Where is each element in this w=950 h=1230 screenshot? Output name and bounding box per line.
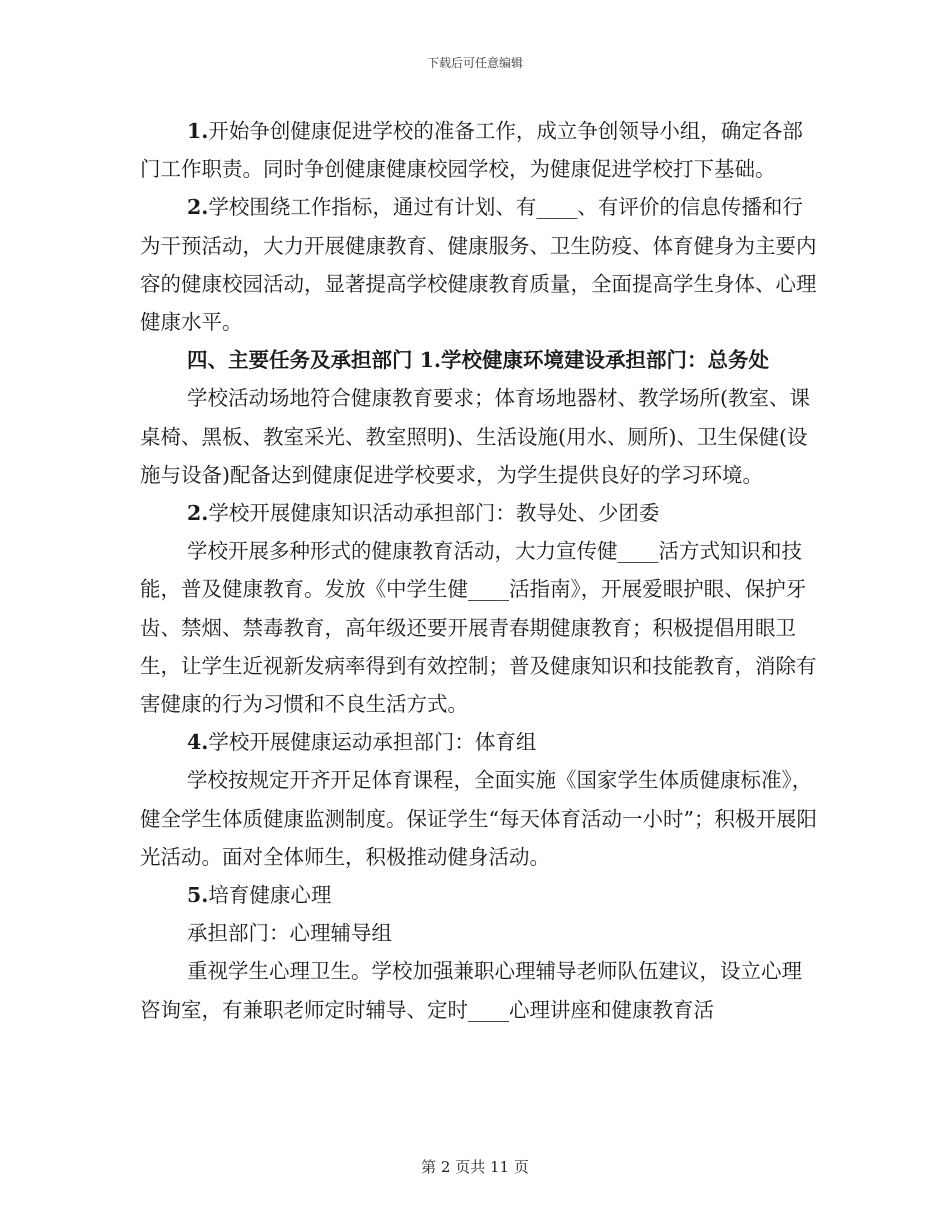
page-header: 下载后可任意编辑 [426,56,523,70]
document-body [140,112,820,1029]
paragraph-text: 学校开展健康运动承担部门：体育组 [208,730,537,755]
paragraph-number: 5. [187,883,209,908]
paragraph-psychology: 重视学生心理卫生。学校加强兼职心理辅导老师队伍建议，设立心理咨询室，有兼职老师定时辅导、定时____心理讲座和健康教育活 [140,959,802,1022]
paragraph-1 [140,112,820,188]
subheading-sports [140,723,820,761]
paragraph-sports: 学校按规定开齐开足体育课程，全面实施《国家学生体质健康标准》，健全学生体质健康监测制度。保证学生“每天体育活动一小时”；积极开展阳光活动。面对全体师生，积极推动健身活动。 [140,768,817,869]
paragraph-2 [140,188,820,341]
paragraph-text: 开始争创健康促进学校的准备工作，成立争创领导小组，确定各部门工作职责。同时争创健康健康校园学校，为健康促进学校打下基础。 [140,119,803,182]
subheading-knowledge [140,494,820,532]
paragraph-text: 培育健康心理 [208,883,332,908]
paragraph-text: 学校开展健康知识活动承担部门：教导处、少团委 [208,501,660,526]
section-heading: 四、主要任务及承担部门 1.学校健康环境建设承担部门：总务处 [187,348,770,373]
paragraph-text: 学校围绕工作指标，通过有计划、有____、有评价的信息传播和行为干预活动，大力开展健康教育、健康服务、卫生防疫、体育健身为主要内容的健康校园活动，显著提高学校健康教育质量，全面提高学生身体、心理健康水平。 [140,195,817,335]
subheading-psychology [140,876,820,914]
paragraph-number: 1. [187,119,209,143]
paragraph-knowledge: 学校开展多种形式的健康教育活动，大力宣传健____活方式知识和技能，普及健康教育。发放《中学生健____活指南》，开展爱眼护眼、保护牙齿、禁烟、禁毒教育，高年级还要开展青春期健康教育；积极提倡用眼卫生，让学生近视新发病率得到有效控制；普及健康知识和技能教育，消除有害健康的行为习惯和不良生活方式。 [140,539,817,717]
paragraph-environment: 学校活动场地符合健康教育要求；体育场地器材、教学场所(教室、课桌椅、黑板、教室采光、教室照明)、生活设施(用水、厕所)、卫生保健(设施与设备)配备达到健康促进学校要求，为学生提供良好的学习环境。 [140,386,810,487]
paragraph-number: 2. [187,501,209,526]
paragraph-department: 承担部门：心理辅导组 [187,921,392,946]
paragraph-number: 4. [187,730,209,755]
paragraph-number: 2. [187,195,209,220]
page-footer: 第 2 页共 11 页 [421,1158,529,1176]
